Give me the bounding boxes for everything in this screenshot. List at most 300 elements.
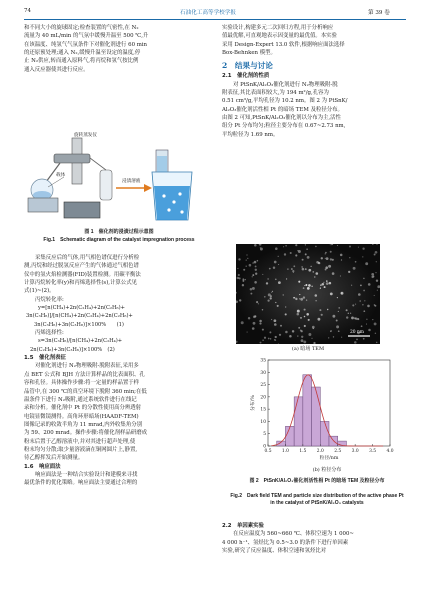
pt-particle xyxy=(252,262,254,264)
pt-particle xyxy=(362,256,363,257)
pt-particle xyxy=(270,338,271,339)
pt-particle xyxy=(260,342,262,344)
pt-particle xyxy=(325,252,327,254)
pt-particle xyxy=(298,327,300,329)
pt-particle xyxy=(313,328,315,330)
text-line: 仪中的氢火焰检测器(FID)装置检测。用碳平衡法 xyxy=(24,271,141,278)
x-tick-label: 3.5 xyxy=(369,449,377,454)
left-mid-text xyxy=(24,254,214,488)
pt-particle xyxy=(246,266,247,267)
pt-particle xyxy=(349,257,350,258)
pt-particle xyxy=(340,275,341,276)
pt-particle xyxy=(374,295,375,296)
pt-particle xyxy=(352,304,354,306)
pt-particle xyxy=(330,292,333,295)
y-tick-label: 30 xyxy=(260,370,266,376)
section-2-1-heading: 2.1 催化剂的性质 xyxy=(222,73,270,80)
pt-particle xyxy=(355,304,356,305)
pt-particle xyxy=(311,286,312,287)
left-top-text xyxy=(24,24,214,74)
pt-particle xyxy=(274,323,277,326)
pt-particle xyxy=(324,286,326,288)
pt-particle xyxy=(268,338,270,340)
eq1-title: 丙烷转化率: xyxy=(35,296,64,303)
pt-particle xyxy=(330,258,332,260)
pt-particle xyxy=(320,284,322,286)
pt-particle xyxy=(293,265,295,267)
pt-particle xyxy=(376,342,378,344)
pt-particle xyxy=(269,268,271,270)
pt-particle xyxy=(340,254,343,257)
pt-particle xyxy=(311,338,312,339)
pt-particle xyxy=(362,248,364,250)
pt-particle xyxy=(242,280,244,282)
pt-particle xyxy=(306,248,308,250)
pt-particle xyxy=(336,320,338,322)
pt-particle xyxy=(284,253,286,255)
pt-particle xyxy=(241,321,244,324)
pt-particle xyxy=(295,254,297,256)
impregnation-illustration xyxy=(24,132,214,227)
pt-particle xyxy=(292,270,294,272)
pt-particle xyxy=(249,264,252,267)
journal-name: 石油化工高等学校学报 xyxy=(180,10,236,16)
text-line: 由图 2 可知,PtSnK/Al₂O₃催化剂以分布为主,活性 xyxy=(222,115,341,122)
text-line: 品管中,在 300 ℃的真空环境下脱附 360 min;在低 xyxy=(24,388,147,395)
pt-particle xyxy=(353,267,356,270)
pt-particle xyxy=(257,260,259,262)
text-line: 粉末后置于乙醇溶液中,并对其进行超声处理,使 xyxy=(24,438,136,445)
eq2-line: 2n(C₂H₆)+3n(C₃H₆)]×100% (2) xyxy=(30,346,115,353)
pt-particle xyxy=(248,317,250,319)
pt-particle xyxy=(346,309,348,311)
pt-particle xyxy=(330,251,332,253)
pt-particle xyxy=(312,271,314,273)
pt-particle xyxy=(278,281,281,284)
text-line: Box-Behnken 模型。 xyxy=(222,50,276,57)
dark-field-tem-image xyxy=(236,244,380,344)
pt-particle xyxy=(341,292,344,295)
pt-particle xyxy=(301,336,303,338)
pt-particle xyxy=(252,276,253,277)
pt-particle xyxy=(259,320,262,323)
y-tick-label: 5 xyxy=(263,432,266,438)
x-tick-label: 0.5 xyxy=(264,449,272,454)
pt-particle xyxy=(302,259,304,261)
pt-particle xyxy=(338,307,340,309)
pt-particle xyxy=(327,309,328,310)
pt-particle xyxy=(363,338,365,340)
page-number: 74 xyxy=(24,8,32,14)
pt-particle xyxy=(374,322,377,325)
pt-particle xyxy=(359,300,361,302)
pt-particle xyxy=(255,273,257,275)
pt-particle xyxy=(348,313,349,314)
pt-particle xyxy=(238,274,240,276)
pt-particle xyxy=(243,269,245,271)
pt-particle xyxy=(271,319,272,320)
pt-particle xyxy=(292,330,294,332)
pt-particle xyxy=(254,244,256,247)
pt-particle xyxy=(272,291,273,292)
pt-particle xyxy=(328,337,329,338)
pt-particle xyxy=(307,256,310,259)
pt-particle xyxy=(332,259,334,261)
pt-particle xyxy=(315,294,318,297)
pt-particle xyxy=(325,258,326,259)
pt-particle xyxy=(279,334,281,336)
text-line: 计算丙烷转化率(y)和丙烯选择性(s),计算公式见 xyxy=(24,280,137,287)
pt-particle xyxy=(258,303,259,304)
pt-particle xyxy=(363,310,365,312)
pt-particle xyxy=(363,290,365,292)
pt-particle xyxy=(308,333,311,336)
pt-particle xyxy=(305,253,307,255)
pt-particle xyxy=(355,261,357,263)
pt-particle xyxy=(283,294,284,295)
pt-particle xyxy=(317,318,320,321)
pt-particle xyxy=(356,339,358,341)
pt-particle xyxy=(260,247,261,248)
eq2-line: s=3n(C₃H₆)/[n(CH₄)+2n(C₂H₄)+ xyxy=(38,338,123,345)
pt-particle xyxy=(277,305,279,307)
pt-particle xyxy=(350,313,351,314)
text-line: 容和孔径。具体操作步骤:将一定量的样品置于样 xyxy=(24,380,140,387)
pt-particle xyxy=(376,279,378,281)
pt-particle xyxy=(330,331,331,332)
text-line: 4 000 h⁻¹、氢烃比为 0.5~3.0 的条件下进行单因素 xyxy=(222,539,349,546)
pt-particle xyxy=(306,299,307,300)
text-line: 为 59、200 mrad。操作步骤:将催化剂样品研磨成 xyxy=(24,430,147,437)
pt-particle xyxy=(354,341,357,344)
pt-particle xyxy=(376,261,377,262)
text-line: 点 BET 公式和 BJH 方法计算样品的比表面积、孔 xyxy=(24,371,145,378)
y-tick-label: 20 xyxy=(260,395,266,401)
pt-particle xyxy=(326,280,328,282)
pt-particle xyxy=(247,332,248,333)
solution-label: 浸渍溶液 xyxy=(122,179,141,184)
pt-particle xyxy=(291,268,293,270)
pt-particle xyxy=(371,276,373,278)
right-bottom-text xyxy=(222,522,406,555)
right-top-text xyxy=(222,24,406,139)
pt-particle xyxy=(360,285,362,287)
pt-particle xyxy=(330,244,331,245)
eq1-line: 3n(C₃H₆)]/[n(CH₄)+2n(C₂H₄)+2n(C₂H₆)+ xyxy=(26,313,133,320)
pt-particle xyxy=(318,262,320,264)
pt-particle xyxy=(338,330,340,332)
text-line: 通入反应器使其进行反应。 xyxy=(24,66,89,73)
pt-particle xyxy=(278,256,279,257)
pt-particle xyxy=(297,335,298,336)
pt-particle xyxy=(289,335,292,338)
pt-particle xyxy=(246,254,247,255)
pt-particle xyxy=(341,337,342,338)
rotary-label: 旋转蒸发仪 xyxy=(74,133,97,138)
pt-particle xyxy=(262,329,264,331)
pt-particle xyxy=(271,292,272,293)
pt-particle xyxy=(297,250,298,251)
text-line: 图像记录的收敛半角为 11 mrad,内外收集角分别 xyxy=(24,421,142,428)
carrier-pointer xyxy=(48,177,64,187)
text-line: 待乙醇挥发后开始测量。 xyxy=(24,455,84,462)
pt-particle xyxy=(337,297,338,298)
pt-particle xyxy=(374,305,376,307)
y-tick-label: 10 xyxy=(260,419,266,425)
x-tick-label: 2.5 xyxy=(334,449,342,454)
pt-particle xyxy=(349,246,351,248)
pt-particle xyxy=(314,276,315,277)
pt-particle xyxy=(315,272,318,275)
text-line: 粉末均匀分散;取少量溶液滴在铜网圆片上,静置, xyxy=(24,446,138,453)
pt-particle xyxy=(264,296,266,298)
pt-particle xyxy=(326,282,329,285)
text-line: 组分 Pt 分布均匀;粒径主要分布在 0.67~2.73 nm, xyxy=(222,123,346,130)
text-line: 对催化剂进行 N₂物理吸附-脱附表征,采用多 xyxy=(35,363,139,370)
text-line: 式(1)~(2)。 xyxy=(24,288,55,295)
pt-particle xyxy=(286,278,287,279)
pt-particle xyxy=(351,285,352,286)
pt-particle xyxy=(358,247,359,248)
text-line: 实验,研究了反应温度、体积空速和氢烃比对 xyxy=(222,548,327,555)
pt-particle xyxy=(375,333,376,334)
pt-particle xyxy=(357,318,359,320)
pt-particle xyxy=(250,293,252,295)
pt-particle xyxy=(375,272,376,273)
pt-particle xyxy=(264,337,266,339)
pt-particle xyxy=(341,259,342,260)
pt-particle xyxy=(300,329,302,331)
pt-particle xyxy=(244,279,245,280)
pt-particle xyxy=(254,315,256,317)
pt-particle xyxy=(242,284,244,286)
pt-particle xyxy=(307,287,310,290)
pt-particle xyxy=(306,313,309,316)
pt-particle xyxy=(238,258,240,260)
pt-particle xyxy=(266,282,268,284)
pt-particle xyxy=(295,297,297,299)
text-line: Al₂O₃催化剂活性相 Pt 的暗场 TEM 及粒径分布。 xyxy=(222,106,343,113)
pt-particle xyxy=(239,299,241,301)
pt-particle xyxy=(247,258,248,259)
y-tick-label: 0 xyxy=(263,444,266,450)
pt-particle xyxy=(321,314,323,316)
pt-particle xyxy=(293,297,295,299)
subfig-a-caption: (a) 暗场 TEM xyxy=(291,346,325,352)
pt-particle xyxy=(325,253,326,254)
pt-particle xyxy=(336,325,339,328)
pt-particle xyxy=(270,297,272,299)
pt-particle xyxy=(361,325,363,327)
pt-particle xyxy=(259,323,261,325)
pt-particle xyxy=(250,288,253,291)
pt-particle xyxy=(348,271,350,273)
pt-particle xyxy=(366,324,367,325)
pt-particle xyxy=(300,317,302,319)
particle-size-histogram xyxy=(248,354,398,466)
pt-particle xyxy=(325,266,328,269)
text-line: 的还原预处理;通入 N₂,缓慢升温至设定的温度,停 xyxy=(24,50,141,57)
pt-particle xyxy=(246,260,247,261)
pt-particle xyxy=(238,277,239,278)
pt-particle xyxy=(319,309,321,311)
pt-particle xyxy=(252,287,255,290)
text-line: 附表征,其比表面积较大,为 194 m²/g,孔容为 xyxy=(222,90,329,97)
pt-particle xyxy=(255,265,257,267)
pt-particle xyxy=(337,245,338,246)
pt-particle xyxy=(299,298,300,299)
pt-particle xyxy=(255,269,257,271)
pt-particle xyxy=(304,316,306,318)
pt-particle xyxy=(322,283,325,286)
eq1-line: y=[n(CH₄)+2n(C₂H₄)+2n(C₂H₆)+ xyxy=(38,305,125,312)
x-tick-label: 3.0 xyxy=(351,449,359,454)
pt-particle xyxy=(315,300,316,301)
pt-particle xyxy=(303,296,305,298)
pt-particle xyxy=(358,293,361,296)
pt-particle xyxy=(252,327,255,330)
text-line: 电镜显微镜测得。高角环形暗场(HAADF-TEM) xyxy=(24,413,139,420)
text-line: 在反应温度为 560~660 ℃、体积空速为 1 000~ xyxy=(233,531,354,538)
fig2-caption-cn: 图 2 PtSnK/Al₂O₃催化剂活性相 Pt 的暗场 TEM 及粒径分布 xyxy=(249,478,385,484)
pt-particle xyxy=(315,246,317,248)
pt-particle xyxy=(298,281,300,283)
eq2-title: 丙烯选择性: xyxy=(35,330,64,337)
pt-particle xyxy=(285,306,286,307)
pt-particle xyxy=(302,268,305,271)
volume-label: 第 39 卷 xyxy=(368,10,390,16)
text-line: 录和分析。催化剂中 Pt 的分散性使用高分辨透射 xyxy=(24,405,142,412)
pt-particle xyxy=(365,262,368,265)
pt-particle xyxy=(363,278,365,280)
pt-particle xyxy=(332,315,335,318)
pt-particle xyxy=(274,319,277,322)
pt-particle xyxy=(300,298,303,301)
pt-particle xyxy=(332,272,335,275)
pt-particle xyxy=(329,282,332,285)
pt-particle xyxy=(368,283,371,286)
text-line: 平均粒径为 1.69 nm。 xyxy=(222,131,279,138)
section-2-heading: 2 结果与讨论 xyxy=(222,61,273,71)
fig1-caption-en: Fig.1 Schematic diagram of the catalyst impregnation process xyxy=(43,237,195,243)
pt-particle xyxy=(299,294,300,295)
pt-particle xyxy=(362,304,363,305)
pt-particle xyxy=(375,251,378,254)
pt-particle xyxy=(274,339,276,341)
pt-particle xyxy=(374,254,376,256)
pt-particle xyxy=(275,278,277,280)
pt-particle xyxy=(290,252,292,254)
pt-particle xyxy=(304,285,305,286)
text-line: 响应面法是一种结合实验设计和建模来寻找 xyxy=(35,471,138,478)
pt-particle xyxy=(367,305,370,308)
fig1-caption-cn: 图 1 催化剂的浸渍过程示意图 xyxy=(84,229,154,235)
histogram-bar xyxy=(320,421,329,446)
text-line: 0.51 cm³/g,平均孔径为 10.2 nm。图 2 为 PtSnK/ xyxy=(222,98,348,105)
pt-particle xyxy=(274,261,277,264)
pt-particle xyxy=(305,244,306,245)
pt-particle xyxy=(273,266,275,268)
pt-particle xyxy=(301,266,302,267)
text-line: 实验设计,构建多元二次回归方程,用于分析响应 xyxy=(222,25,334,31)
pt-particle xyxy=(308,269,311,272)
pt-particle xyxy=(267,299,269,301)
x-tick-label: 2.0 xyxy=(316,449,324,454)
section-1-5-heading: 1.5 催化剂表征 xyxy=(24,355,66,362)
pt-particle xyxy=(305,284,307,286)
pt-particle xyxy=(262,274,263,275)
pt-particle xyxy=(278,264,279,265)
pt-particle xyxy=(268,293,271,296)
pt-particle xyxy=(297,313,300,316)
arrow-head-icon xyxy=(144,184,152,192)
pt-particle xyxy=(371,273,374,276)
histogram-bar xyxy=(285,426,294,446)
pt-particle xyxy=(366,319,367,320)
pt-particle xyxy=(242,278,244,280)
x-axis-label: 粒径/nm xyxy=(319,456,339,461)
pt-particle xyxy=(326,257,329,260)
pt-particle xyxy=(338,311,339,312)
section-1-6-heading: 1.6 响应面法 xyxy=(24,463,61,470)
pt-particle xyxy=(305,268,307,270)
x-tick-label: 1.0 xyxy=(281,449,289,454)
y-axis-label: 分布/% xyxy=(251,395,256,411)
y-tick-label: 35 xyxy=(260,358,266,364)
text-line: 对 PtSnK/Al₂O₃催化剂进行 N₂物理吸附-脱 xyxy=(233,81,338,88)
pt-particle xyxy=(275,336,277,338)
subfig-b-caption: (b) 粒径分布 xyxy=(312,467,342,473)
text-line: 流量为 40 mL/min 的气氛中缓慢升温至 500 ℃,升 xyxy=(24,33,149,40)
text-line: 测,丙烷和经过脱氢反应产生的气体通过气相色谱 xyxy=(24,263,139,270)
rotary-evaporator-drawing xyxy=(28,138,112,218)
pt-particle xyxy=(262,309,263,310)
y-tick-label: 15 xyxy=(260,407,266,413)
pt-particle xyxy=(283,246,284,247)
text-line: 止 N₂供应,转而通入原料气,将丙烷和氢气按比例 xyxy=(24,58,139,65)
pt-particle xyxy=(267,278,268,279)
text-line: 值最优解,可直观地表示因变量的最优值。本实验 xyxy=(222,33,337,40)
x-tick-label: 1.5 xyxy=(299,449,307,454)
pt-particle xyxy=(311,266,312,267)
pt-particle xyxy=(323,282,324,283)
pt-particle xyxy=(252,274,254,276)
pt-particle xyxy=(256,301,258,303)
pt-particle xyxy=(295,244,297,246)
pt-particle xyxy=(275,247,278,250)
pt-particle xyxy=(308,284,311,287)
pt-particle xyxy=(377,290,378,291)
pt-particle xyxy=(303,287,305,289)
text-line: 在该温度、纯氢气气氛条件下对催化剂进行 60 min xyxy=(24,41,148,48)
pt-particle xyxy=(285,313,287,315)
pt-particle xyxy=(287,268,288,269)
pt-particle xyxy=(285,331,288,334)
pt-particle xyxy=(253,322,256,325)
histogram-bar xyxy=(303,375,312,446)
text-line: 温条件下进行 N₂吸附,通过系统软件进行在线记 xyxy=(24,396,137,403)
histogram-bar xyxy=(312,387,321,446)
pt-particle xyxy=(285,245,287,247)
carrier-label: 载体 xyxy=(56,173,66,178)
text-line: 采用 Design-Expert 13.0 软件,根据响应面法选择 xyxy=(222,41,345,48)
pt-particle xyxy=(320,288,321,289)
scale-bar-label: 20 nm xyxy=(350,330,364,335)
pt-particle xyxy=(254,281,257,284)
pt-particle xyxy=(304,325,306,327)
pt-particle xyxy=(280,325,282,327)
header-rule xyxy=(24,19,406,20)
